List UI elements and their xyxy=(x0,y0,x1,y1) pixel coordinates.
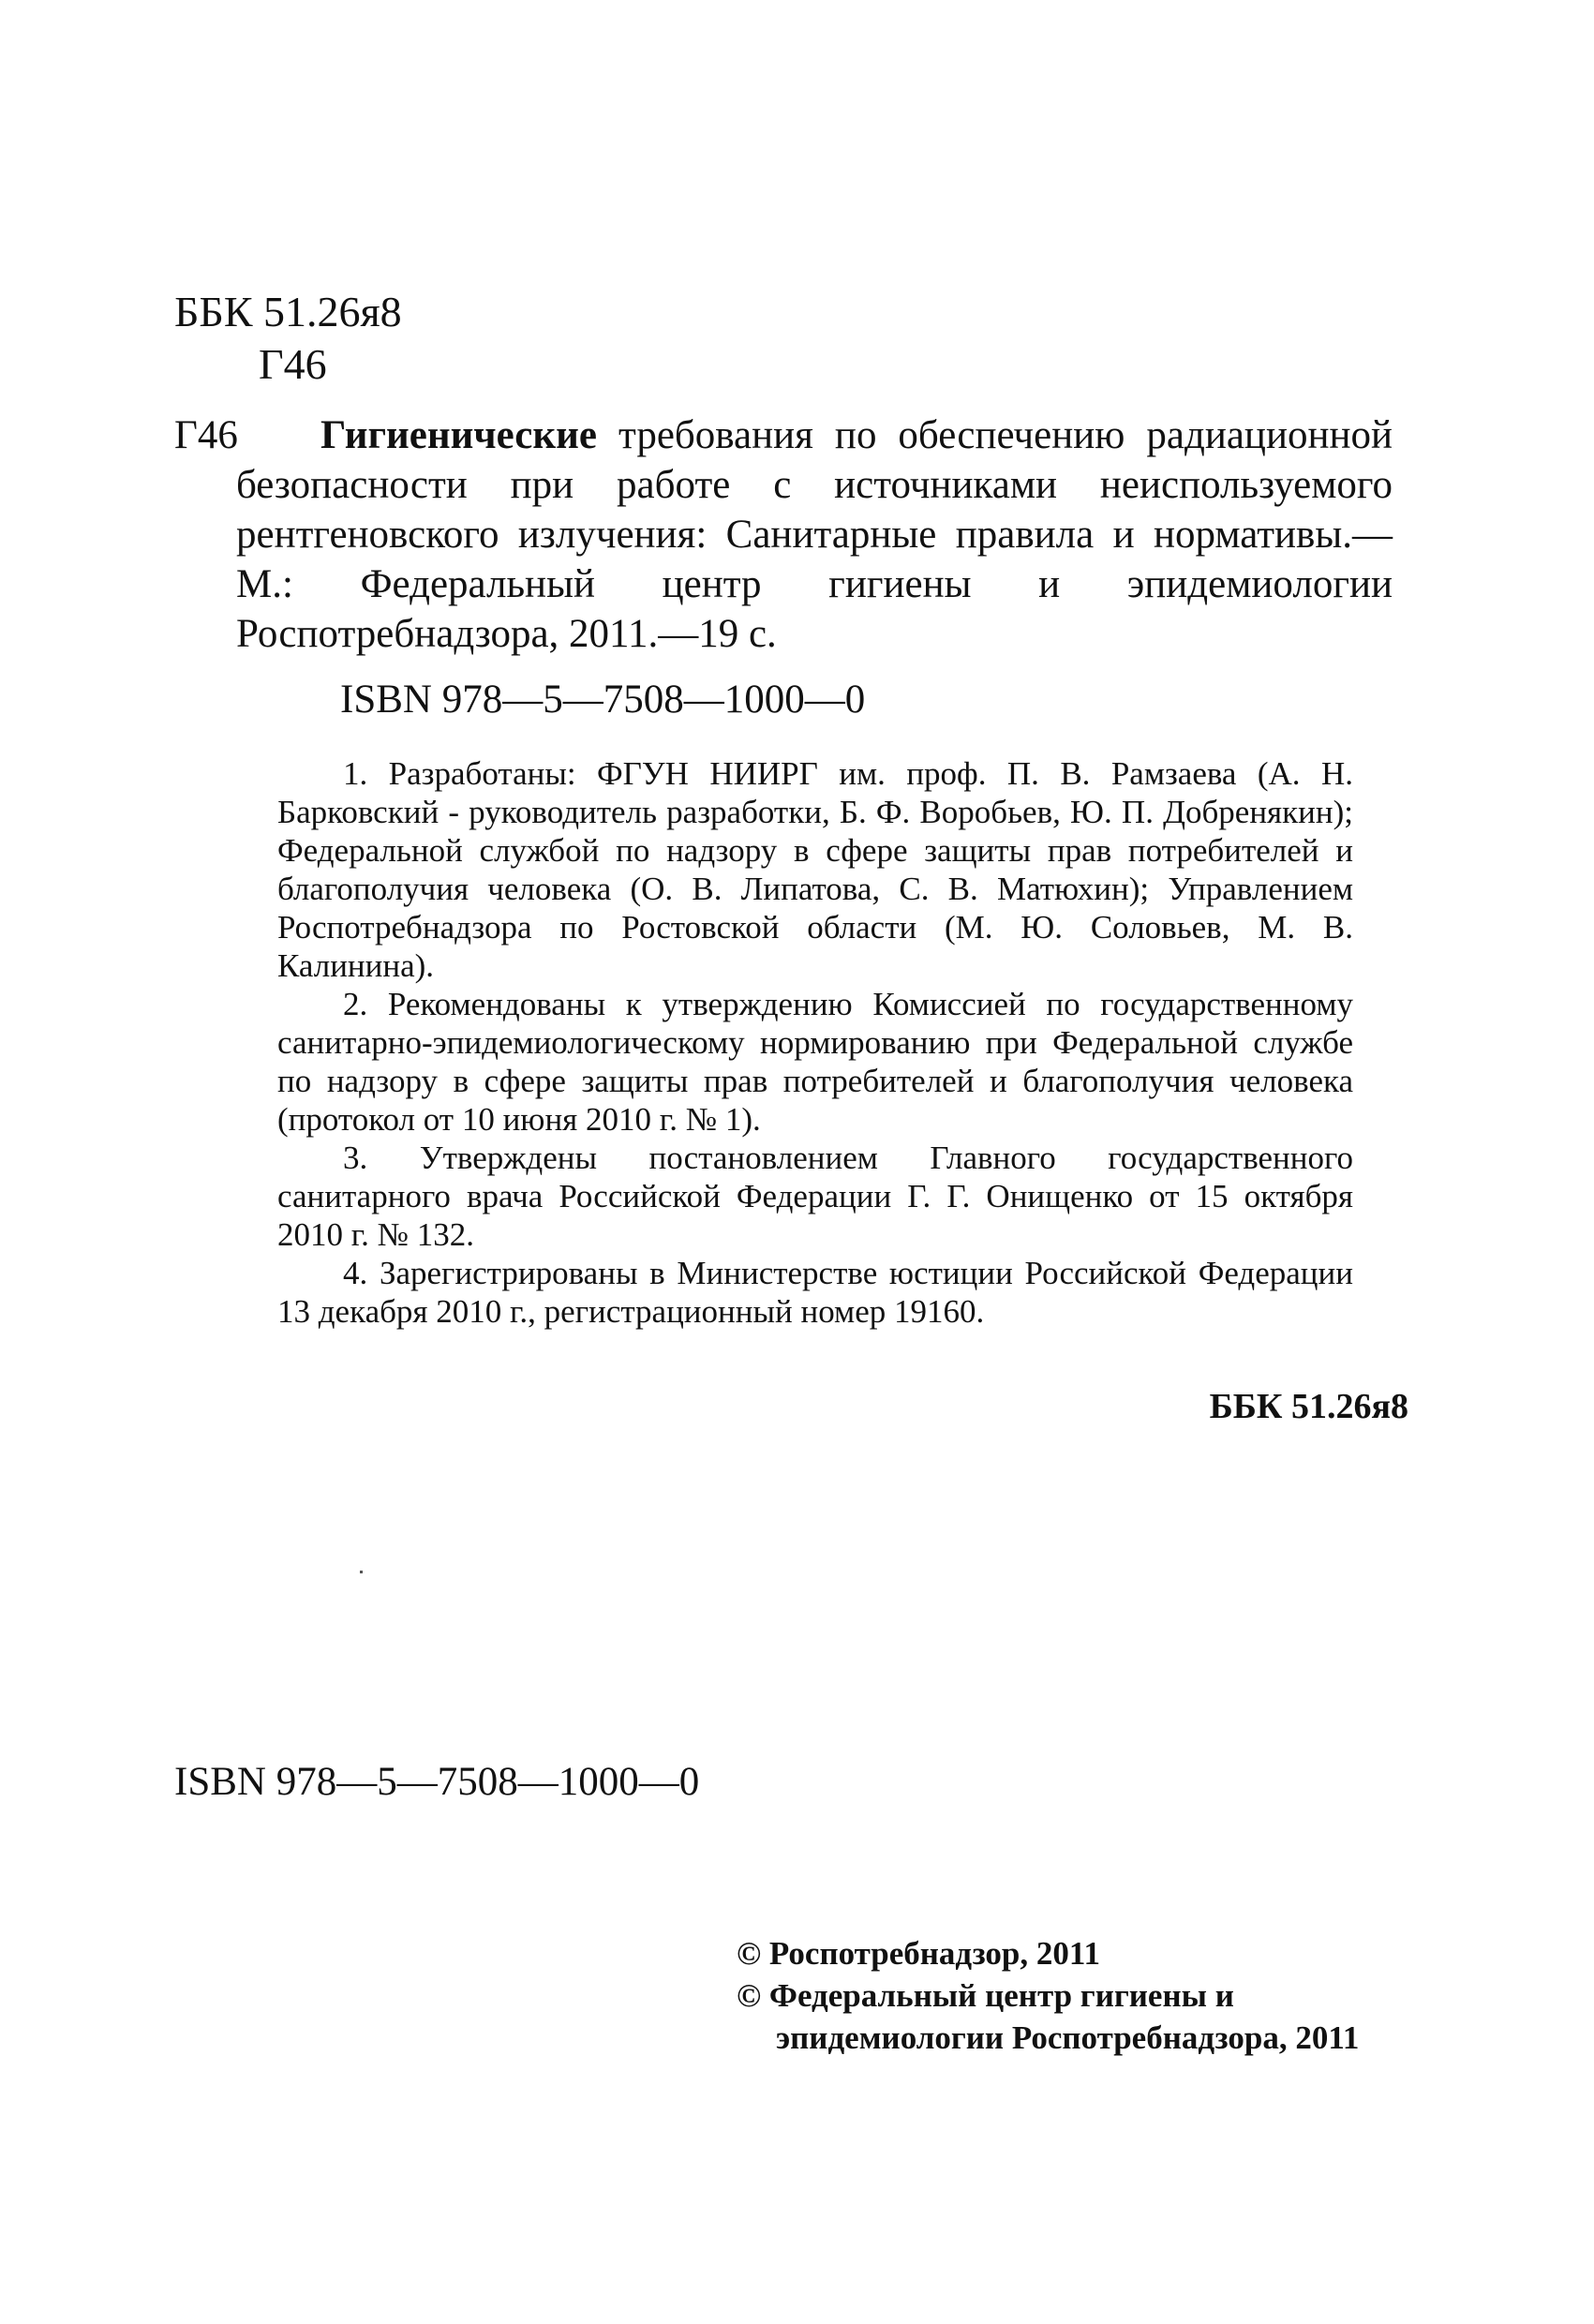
copyright-line: © Роспотребнадзор, 2011 xyxy=(737,1935,1100,1972)
note-item: 3. Утверждены постановлением Главного государственного санитарного врача Российской Федерации Г. Г. Онищенко от 15 октября 2010 г. № 132. xyxy=(277,1140,1353,1253)
note-item: 2. Рекомендованы к утверждению Комиссией по государственному санитарно-эпидемиологическому нормированию при Федеральной службе по надзору в сфере защиты прав потребителей и благополучия человека (протокол от 10 июня 2010 г. № 1). xyxy=(277,986,1353,1138)
copyright-line: эпидемиологии Роспотребнадзора, 2011 xyxy=(776,2019,1360,2056)
isbn-main: ISBN 978—5—7508—1000—0 xyxy=(340,678,866,722)
bbk-code-bottom: ББК 51.26я8 xyxy=(1209,1387,1408,1426)
notes-list xyxy=(277,754,1353,1331)
copyright-block xyxy=(737,1932,1359,2059)
scan-speck xyxy=(360,1571,363,1573)
entry-author-sign: Г46 xyxy=(174,413,238,457)
author-sign: Г46 xyxy=(259,340,327,388)
entry-text: требования по обеспечению радиационной безопасности при работе с источниками неиспользуемого рентгеновского излучения: Санитарные правила и нормативы.—М.: Федеральный центр гигиены и эпидемиологии Роспотребнадзора, 2011.—19 с. xyxy=(236,413,1393,656)
entry-title-bold: Гигиенические xyxy=(320,413,598,457)
bbk-code: ББК 51.26я8 xyxy=(174,288,402,335)
isbn-bottom: ISBN 978—5—7508—1000—0 xyxy=(174,1760,700,1804)
entry-description xyxy=(236,410,1393,659)
note-item: 1. Разработаны: ФГУН НИИРГ им. проф. П. В. Рамзаева (А. Н. Барковский - руководитель разработки, Б. Ф. Воробьев, Ю. П. Добренякин); Федеральной службой по надзору в сфере защиты прав потребителей и благополучия человека (О. В. Липатова, С. В. Матюхин); Управлением Роспотребнадзора по Ростовской области (М. Ю. Соловьев, М. В. Калинина). xyxy=(277,755,1353,984)
copyright-line: © Федеральный центр гигиены и xyxy=(737,1977,1234,2014)
note-item: 4. Зарегистрированы в Министерстве юстиции Российской Федерации 13 декабря 2010 г., регистрационный номер 19160. xyxy=(277,1255,1353,1330)
bbk-classification-block xyxy=(174,286,402,391)
bibliographic-entry xyxy=(174,410,1393,659)
